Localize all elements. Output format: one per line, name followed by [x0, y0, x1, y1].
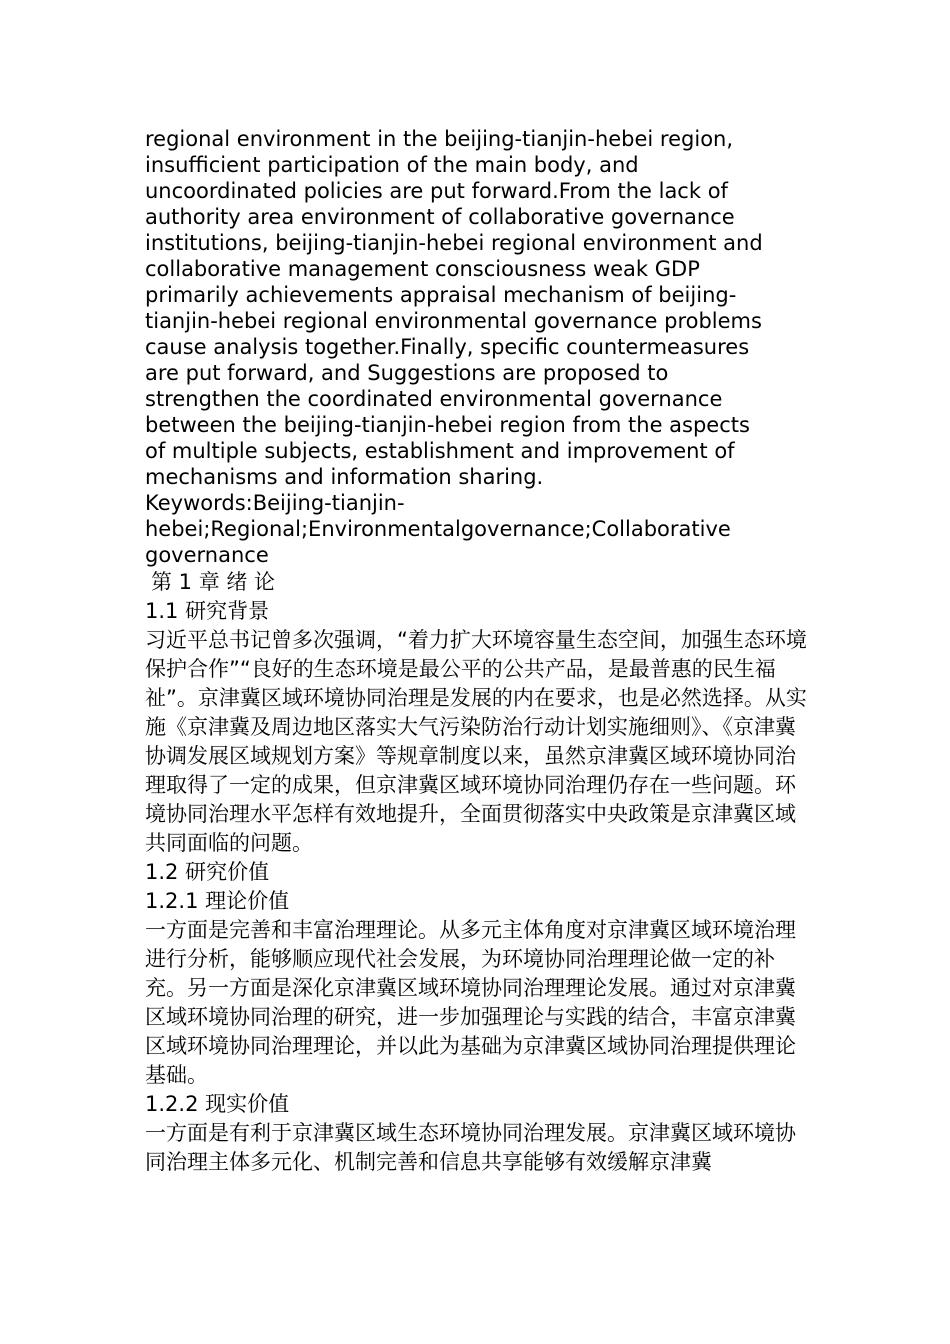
section-heading-1-2-1: 1.2.1 理论价值 [145, 889, 290, 913]
abstract-body: regional environment in the beijing-tianjin-hebei region, insufficient participation of the main body, and uncoordinated policies are put forward.From the lack of authority area environment of collaborative governance institutions, beijing-tianjin-hebei regional environment and collaborative management consciousness weak GDP primarily achievements appraisal mechanism of beijing- tianjin-hebei regional environmental governance problems cause analysis together.Finally, specific countermeasures are put forward, and Suggestions are proposed to strengthen the coordinated environmental governance between the beijing-tianjin-hebei region from the aspects of multiple subjects, establishment and improvement of mechanisms and information sharing. [145, 127, 763, 489]
document-page [145, 126, 810, 1177]
section-paragraph-1-2-2: 一方面是有利于京津冀区域生态环境协同治理发展。京津冀区域环境协同治理主体多元化、机制完善和信息共享能够有效缓解京津冀 [145, 1121, 796, 1174]
section-heading-1-1: 1.1 研究背景 [145, 599, 270, 623]
section-heading-1-2-2: 1.2.2 现实价值 [145, 1092, 290, 1116]
section-paragraph-1-1: 习近平总书记曾多次强调，“着力扩大环境容量生态空间，加强生态环境保护合作”“良好的生态环境是最公平的公共产品，是最普惠的民生福祉”。京津冀区域环境协同治理是发展的内在要求，也是必然选择。从实施《京津冀及周边地区落实大气污染防治行动计划实施细则》、《京津冀协调发展区域规划方案》等规章制度以来，虽然京津冀区域环境协同治理取得了一定的成果，但京津冀区域环境协同治理仍存在一些问题。环境协同治理水平怎样有效地提升，全面贯彻落实中央政策是京津冀区域共同面临的问题。 [145, 628, 807, 855]
chapter-title: 第 1 章 绪 论 [151, 570, 276, 594]
section-heading-1-2: 1.2 研究价值 [145, 860, 270, 884]
abstract-keywords: Keywords:Beijing-tianjin- hebei;Regional;Environmentalgovernance;Collaborative governance [145, 491, 731, 567]
section-paragraph-1-2-1: 一方面是完善和丰富治理理论。从多元主体角度对京津冀区域环境治理进行分析，能够顺应现代社会发展，为环境协同治理理论做一定的补充。另一方面是深化京津冀区域环境协同治理理论发展。通过对京津冀区域环境协同治理的研究，进一步加强理论与实践的结合，丰富京津冀区域环境协同治理理论，并以此为基础为京津冀区域协同治理提供理论基础。 [145, 918, 796, 1087]
